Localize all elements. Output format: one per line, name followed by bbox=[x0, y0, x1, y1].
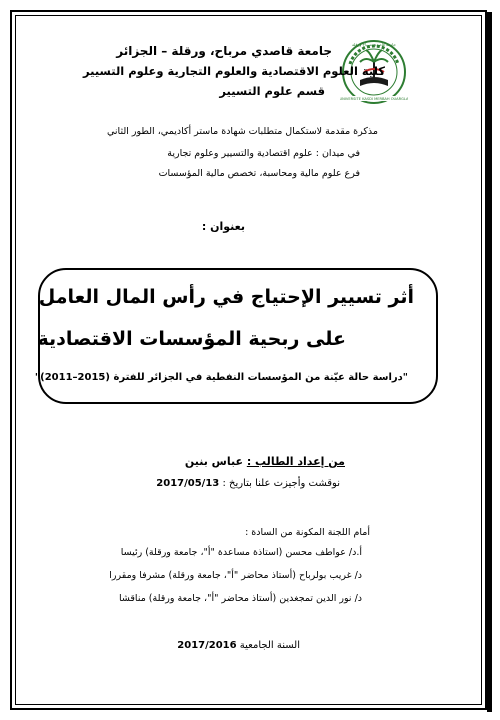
student-line bbox=[185, 455, 345, 468]
academic-year-line bbox=[177, 640, 300, 651]
page-shadow bbox=[487, 12, 492, 712]
memo-field: في ميدان : علوم اقتصادية والتسيير وعلوم تجارية bbox=[167, 148, 360, 159]
defense-date: 2017/05/13 bbox=[156, 478, 220, 489]
memo-branch: فرع علوم مالية ومحاسبة، تخصص مالية المؤسسات bbox=[158, 168, 360, 179]
faculty-name: كلية العلوم الاقتصادية والعلوم التجارية وعلوم التسيير bbox=[83, 64, 385, 78]
title-box bbox=[34, 268, 438, 404]
logo-latin-text: UNIVERSITE KASDI MERBAH OUARGLA bbox=[340, 97, 408, 101]
defense-label: نوقشت وأجيزت علنا بتاريخ : bbox=[222, 478, 340, 489]
student-label: من إعداد الطالب : bbox=[246, 455, 345, 468]
student-name: عباس بنين bbox=[184, 455, 243, 468]
committee-intro: أمام اللجنة المكونة من السادة : bbox=[245, 527, 370, 538]
thesis-subtitle: "دراسة حالة عيّنة من المؤسسات النفطية في الجزائر للفترة (2015–2011)" bbox=[34, 372, 408, 383]
committee-member: د/ نور الدين تمجغدين (أستاذ محاضر "أ"، جامعة ورقلة) مناقشا bbox=[119, 593, 362, 604]
logo-arabic-text: جامعة قاصدي مرباح ورقلة bbox=[352, 42, 396, 47]
thesis-title-line-2: على ربحية المؤسسات الاقتصادية bbox=[37, 328, 346, 350]
university-name: جامعة قاصدي مرباح، ورقلة – الجزائر bbox=[116, 44, 332, 58]
title-label: بعنوان : bbox=[201, 220, 245, 233]
thesis-title-line-1: أثر تسيير الإحتياج في رأس المال العامل bbox=[38, 286, 414, 308]
committee-member: أ.د/ عواطف محسن (استاذة مساعدة "أ"، جامعة ورقلة) رئيسا bbox=[120, 547, 362, 558]
department-name: قسم علوم التسيير bbox=[219, 84, 325, 98]
memo-intro: مذكرة مقدمة لاستكمال متطلبات شهادة ماستر أكاديمي، الطور الثاني bbox=[107, 126, 378, 137]
committee-member: د/ غريب بولرباح (أستاذ محاضر "أ"، جامعة ورقلة) مشرفا ومقررا bbox=[109, 570, 362, 581]
academic-year-value: 2017/2016 bbox=[177, 640, 237, 651]
defense-line bbox=[156, 478, 340, 489]
academic-year-label: السنة الجامعية bbox=[239, 640, 300, 651]
